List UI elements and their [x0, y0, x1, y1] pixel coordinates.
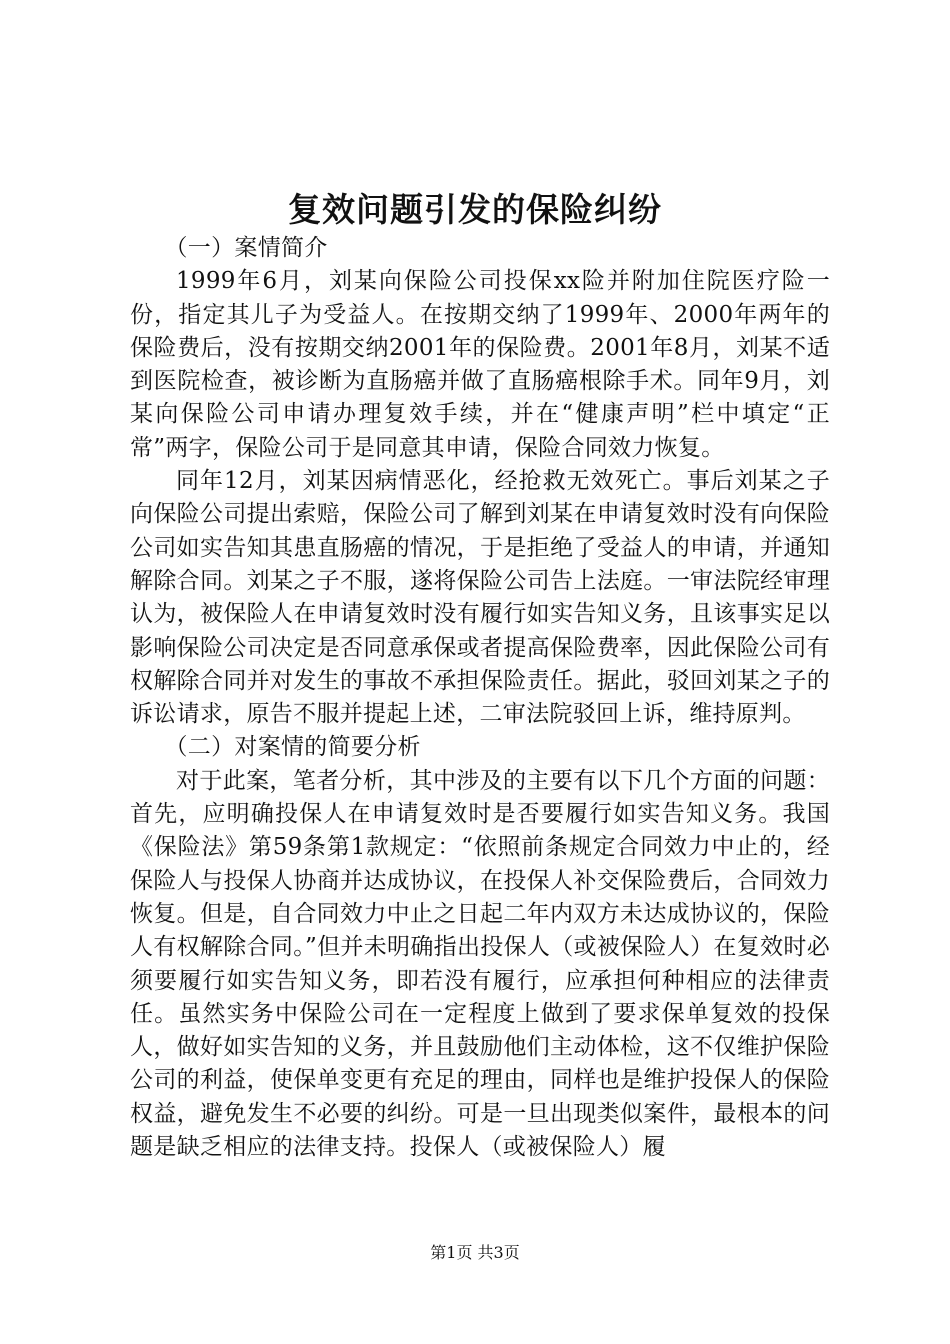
document-title: 复效问题引发的保险纠纷 — [288, 190, 662, 229]
body-paragraph: 1999年6月，刘某向保险公司投保xx险并附加住院医疗险一份，指定其儿子为受益人。在按期交纳了1999年、2000年两年的保险费后，没有按期交纳2001年的保险费。2001年8月，刘某不适到医院检查，被诊断为直肠癌并做了直肠癌根除手术。同年9月，刘某向保险公司申请办理复效手续，并在“健康声明”栏中填定“正常”两字，保险公司于是同意其申请，保险合同效力恢复。 — [130, 268, 830, 461]
document-body — [130, 232, 830, 1164]
section-heading: （一）案情简介 — [164, 235, 328, 261]
page-footer: 第1页 共3页 — [430, 1243, 520, 1262]
section-heading: （二）对案情的简要分析 — [164, 734, 421, 761]
body-paragraph: 对于此案，笔者分析，其中涉及的主要有以下几个方面的问题：首先，应明确投保人在申请复效时是否要履行如实告知义务。我国《保险法》第59条第1款规定：“依照前条规定合同效力中止的，经保险人与投保人协商并达成协议，在投保人补交保险费后，合同效力恢复。但是，自合同效力中止之日起二年内双方未达成协议的，保险人有权解除合同。”但并未明确指出投保人（或被保险人）在复效时必须要履行如实告知义务，即若没有履行，应承担何种相应的法律责任。虽然实务中保险公司在一定程度上做到了要求保单复效的投保人，做好如实告知的义务，并且鼓励他们主动体检，这不仅维护保险公司的利益，使保单变更有充足的理由，同样也是维护投保人的保险权益，避免发生不必要的纠纷。可是一旦出现类似案件，最根本的问题是缺乏相应的法律支持。投保人（或被保险人）履 — [130, 767, 830, 1161]
body-paragraph: 同年12月，刘某因病情恶化，经抢救无效死亡。事后刘某之子向保险公司提出索赔，保险公司了解到刘某在申请复效时没有向保险公司如实告知其患直肠癌的情况，于是拒绝了受益人的申请，并通知解除合同。刘某之子不服，遂将保险公司告上法庭。一审法院经审理认为，被保险人在申请复效时没有履行如实告知义务，且该事实足以影响保险公司决定是否同意承保或者提高保险费率，因此保险公司有权解除合同并对发生的事故不承担保险责任。据此，驳回刘某之子的诉讼请求，原告不服并提起上述，二审法院驳回上诉，维持原判。 — [130, 468, 830, 728]
